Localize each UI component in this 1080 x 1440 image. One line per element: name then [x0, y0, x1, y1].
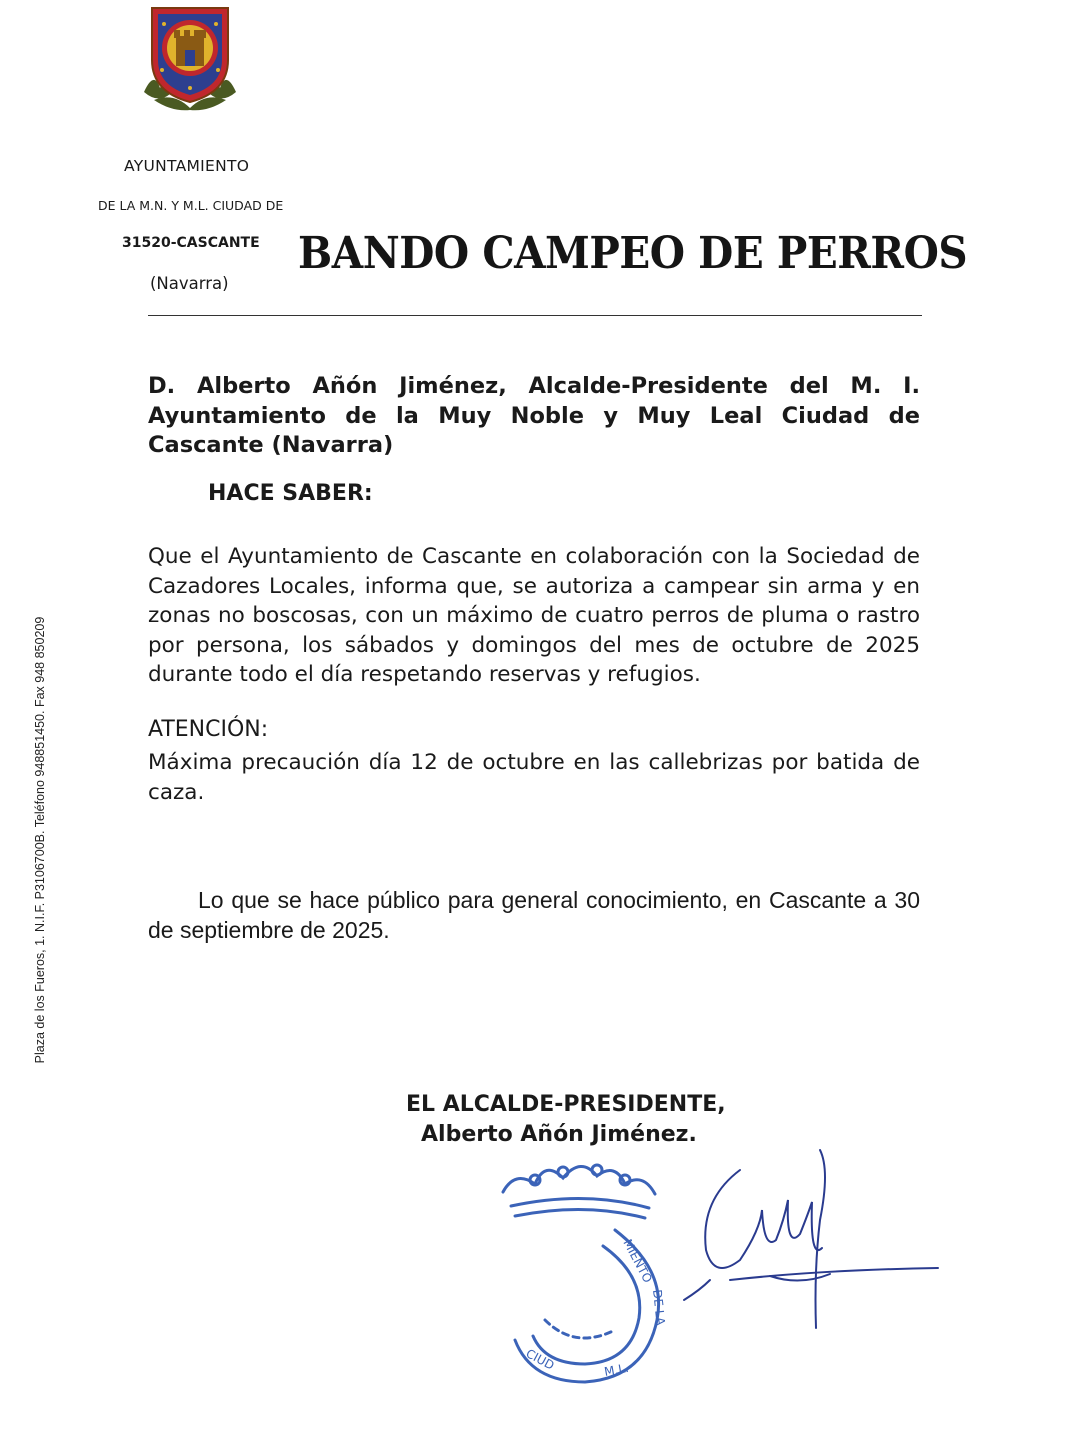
- letterhead-ayuntamiento: AYUNTAMIENTO: [124, 157, 250, 175]
- handwritten-signature: [680, 1130, 950, 1340]
- svg-text:CIUD: CIUD: [523, 1346, 557, 1373]
- document-title: BANDO CAMPEO DE PERROS: [298, 228, 968, 279]
- signatory-name: Alberto Añón Jiménez.: [421, 1122, 697, 1147]
- svg-text:DE LA: DE LA: [650, 1288, 668, 1326]
- body-paragraph: Que el Ayuntamiento de Cascante en colaboración con la Sociedad de Cazadores Locales, informa que, se autoriza a campear sin arma y en zonas no boscosas, con un máximo de cuatro perros de pluma o rastro por persona, los sábados y domingos del mes de octubre de 2025 durante todo el día respetando reservas y refugios.: [148, 544, 920, 687]
- signatory-role: EL ALCALDE-PRESIDENTE,: [406, 1092, 726, 1117]
- hace-saber-heading: HACE SABER:: [208, 481, 373, 506]
- official-seal-stamp: [485, 1150, 685, 1390]
- side-contact-info: Plaza de los Fueros, 1. N.I.F. P3106700B. Teléfono 948851450. Fax 948 850209: [33, 616, 47, 1064]
- atencion-paragraph: Máxima precaución día 12 de octubre en las callebrizas por batida de caza.: [148, 750, 920, 805]
- svg-text:M.L.: M.L.: [603, 1360, 630, 1379]
- municipal-crest-logo: [134, 0, 246, 112]
- letterhead-postal: 31520-CASCANTE: [122, 235, 260, 251]
- seal-crown: [503, 1166, 655, 1194]
- atencion-label: ATENCIÓN:: [148, 717, 269, 742]
- letterhead-ciudad: DE LA M.N. Y M.L. CIUDAD DE: [98, 198, 284, 213]
- letterhead-province: (Navarra): [150, 274, 229, 293]
- title-divider: [148, 315, 922, 316]
- intro-paragraph: D. Alberto Añón Jiménez, Alcalde-Presidente del M. I. Ayuntamiento de la Muy Noble y Muy Leal Ciudad de Cascante (Navarra): [148, 373, 920, 458]
- closing-paragraph: Lo que se hace público para general conocimiento, en Cascante a 30 de septiembre de 2025.: [148, 887, 920, 943]
- svg-text:MIENTO: MIENTO: [620, 1236, 655, 1286]
